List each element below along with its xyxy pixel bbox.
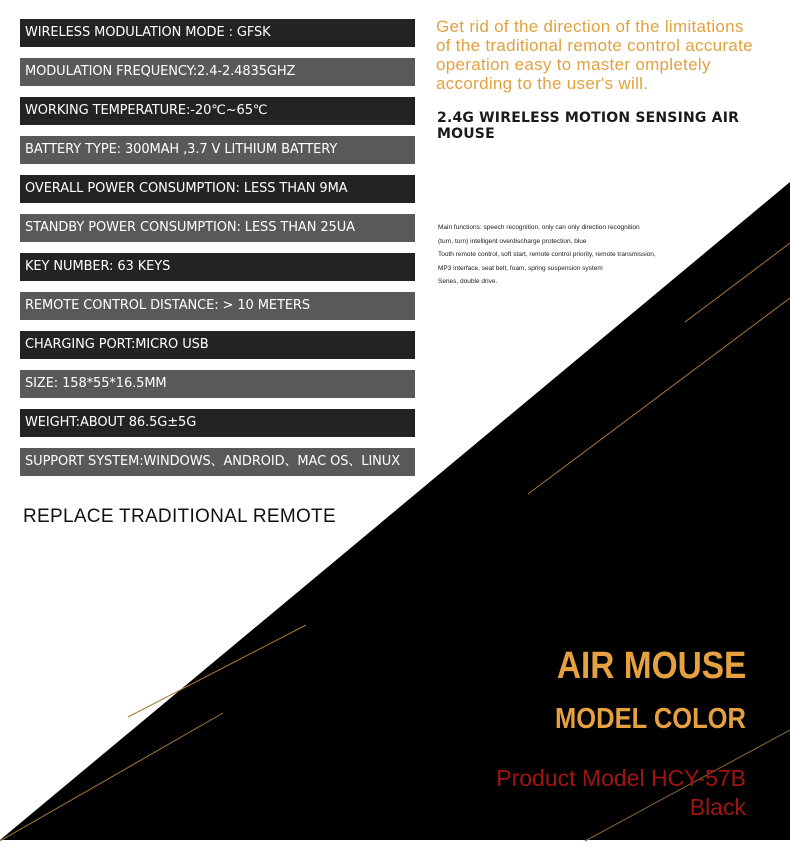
product-color-text: Black <box>689 794 746 820</box>
spec-bar: WIRELESS MODULATION MODE : GFSK <box>20 19 415 47</box>
spec-bar: MODULATION FREQUENCY:2.4-2.4835GHZ <box>20 58 415 86</box>
air-mouse-title: AIR MOUSE <box>556 645 746 687</box>
functions-line: MP3 interface, seat belt, foam, spring suspension system <box>438 264 603 272</box>
spec-list <box>20 19 415 487</box>
model-color-title: MODEL COLOR <box>555 703 746 735</box>
spec-bar: REMOTE CONTROL DISTANCE: > 10 METERS <box>20 292 415 320</box>
headline-line: according to the user's will. <box>436 74 649 93</box>
product-model-block <box>496 764 746 822</box>
product-model-text: Product Model HCY-57B <box>496 765 746 791</box>
spec-bar: KEY NUMBER: 63 KEYS <box>20 253 415 281</box>
spec-bar: WORKING TEMPERATURE:-20℃~65℃ <box>20 97 415 125</box>
spec-bar: WEIGHT:ABOUT 86.5G±5G <box>20 409 415 437</box>
spec-bar: SIZE: 158*55*16.5MM <box>20 370 415 398</box>
functions-line: Series, double drive. <box>438 278 498 286</box>
functions-line: (turn, turn) intelligent overdischarge protection, blue <box>438 237 587 245</box>
tagline: REPLACE TRADITIONAL REMOTE <box>23 506 336 527</box>
functions-line: Main functions: speech recognition, only can only direction recognition <box>438 224 640 231</box>
spec-bar: CHARGING PORT:MICRO USB <box>20 331 415 359</box>
headline <box>436 17 781 93</box>
spec-bar: OVERALL POWER CONSUMPTION: LESS THAN 9MA <box>20 175 415 203</box>
headline-line: of the traditional remote control accurate <box>436 36 753 55</box>
headline-line: operation easy to master ompletely <box>436 55 711 74</box>
spec-bar: STANDBY POWER CONSUMPTION: LESS THAN 25UA <box>20 214 415 242</box>
headline-line: Get rid of the direction of the limitations <box>436 17 744 36</box>
spec-bar: SUPPORT SYSTEM:WINDOWS、ANDROID、MAC OS、LINUX <box>20 448 415 476</box>
product-subtitle: 2.4G WIRELESS MOTION SENSING AIR MOUSE <box>437 110 740 142</box>
main-functions-text <box>438 221 718 289</box>
spec-bar: BATTERY TYPE: 300MAH ,3.7 V LITHIUM BATTERY <box>20 136 415 164</box>
functions-line: Tooth remote control, soft start, remote control priority, remote transmission, <box>438 251 656 259</box>
